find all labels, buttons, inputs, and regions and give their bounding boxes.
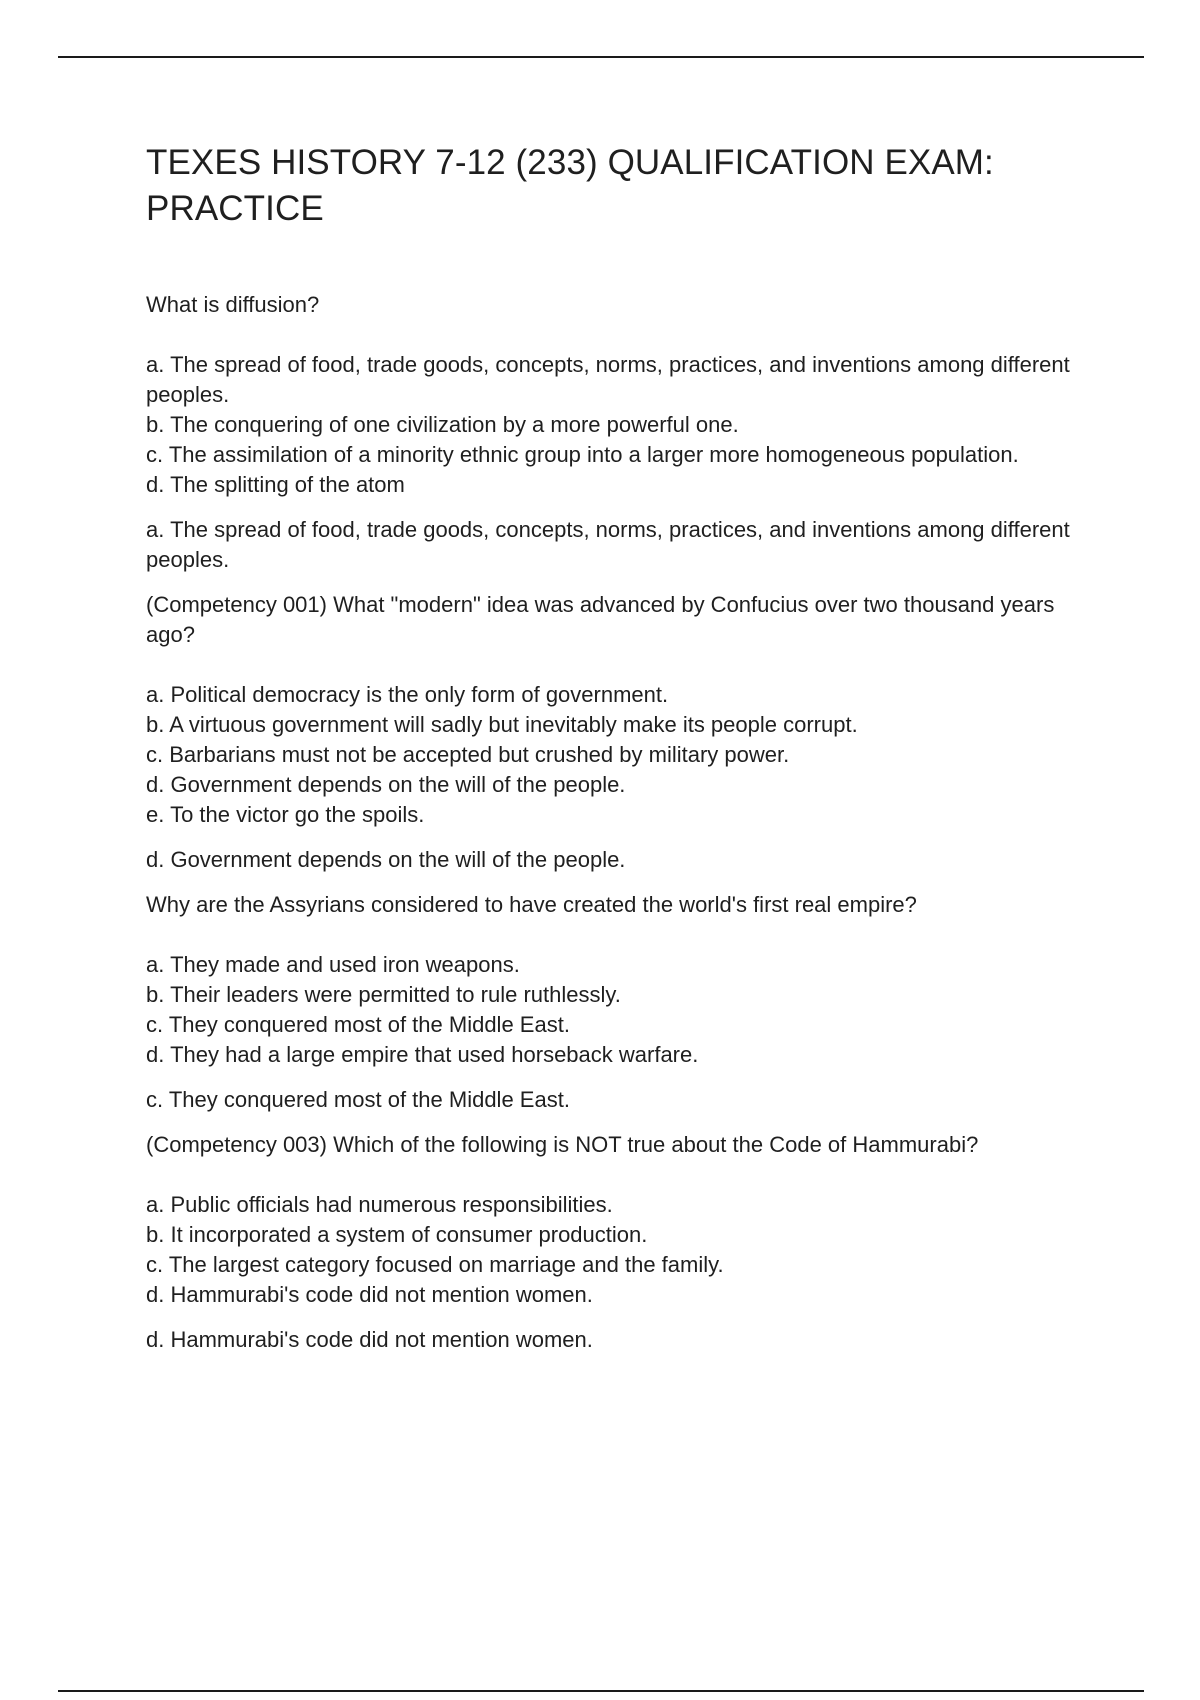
option-item: b. A virtuous government will sadly but inevitably make its people corrupt. [146,712,858,737]
question-block [146,290,1086,575]
document-title: TEXES HISTORY 7-12 (233) QUALIFICATION EXAM: PRACTICE [146,143,994,228]
question-text: Why are the Assyrians considered to have created the world's first real empire? [146,892,917,917]
option-item: d. Government depends on the will of the people. [146,772,626,797]
option-item: b. The conquering of one civilization by a more powerful one. [146,412,739,437]
question-text: (Competency 003) Which of the following is NOT true about the Code of Hammurabi? [146,1132,979,1157]
bottom-divider [58,1690,1144,1692]
option-item: d. The splitting of the atom [146,472,405,497]
question-block [146,1130,1086,1355]
option-item: c. The assimilation of a minority ethnic group into a larger more homogeneous population. [146,442,1019,467]
option-item: c. Barbarians must not be accepted but crushed by military power. [146,742,790,767]
top-divider [58,56,1144,58]
document-content [146,140,1086,1370]
correct-answer: c. They conquered most of the Middle East. [146,1087,570,1112]
answer-options [146,1190,1086,1310]
option-item: d. Hammurabi's code did not mention women. [146,1282,593,1307]
option-item: c. They conquered most of the Middle East. [146,1012,570,1037]
question-text: What is diffusion? [146,292,320,317]
question-text: (Competency 001) What "modern" idea was advanced by Confucius over two thousand years ago? [146,592,1055,647]
option-item: a. They made and used iron weapons. [146,952,520,977]
answer-options [146,950,1086,1070]
option-item: d. They had a large empire that used horseback warfare. [146,1042,699,1067]
option-item: c. The largest category focused on marriage and the family. [146,1252,724,1277]
question-block [146,590,1086,875]
correct-answer: d. Hammurabi's code did not mention women. [146,1327,593,1352]
option-item: e. To the victor go the spoils. [146,802,425,827]
option-item: a. Public officials had numerous responsibilities. [146,1192,613,1217]
option-item: b. It incorporated a system of consumer production. [146,1222,648,1247]
question-block [146,890,1086,1115]
answer-options [146,680,1086,830]
correct-answer: a. The spread of food, trade goods, concepts, norms, practices, and inventions among different peoples. [146,517,1070,572]
option-item: b. Their leaders were permitted to rule ruthlessly. [146,982,621,1007]
answer-options [146,350,1086,500]
option-item: a. The spread of food, trade goods, concepts, norms, practices, and inventions among different peoples. [146,352,1070,407]
correct-answer: d. Government depends on the will of the people. [146,847,626,872]
option-item: a. Political democracy is the only form of government. [146,682,669,707]
